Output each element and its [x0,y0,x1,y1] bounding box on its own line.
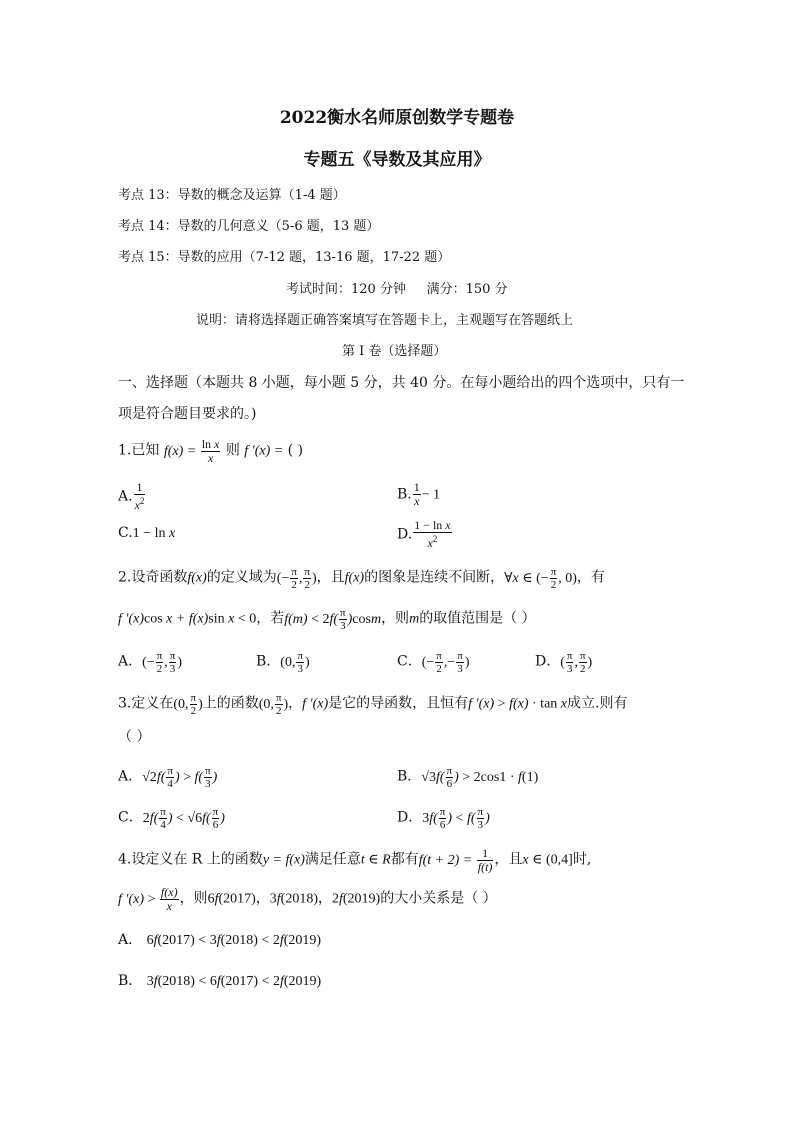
q1-b-label: B. [397,486,412,503]
q3-c-label: C． [118,809,143,826]
q1-option-c[interactable] [118,524,175,543]
exam-title: 2022衡水名师原创数学专题卷 [279,108,515,128]
q2-t2: ，且 [316,569,345,586]
q4-a-math: 6f(2017) < 3f(2018) < 2f(2019) [146,933,322,948]
q1-c-label: C. [118,525,133,541]
q1-d-math: $\frac{\text{1 − ln x}}{x^2}$ [414,518,451,550]
q4-option-b[interactable] [118,972,321,991]
q2-forall: ∀x ∈ (− $\frac{\pi}{2}$ , 0) [504,566,577,591]
q1-suffix: ( ) [287,442,304,459]
section1-line1: 一、选择题（本题共 8 小题，每小题 5 分，共 40 分。在每小题给出的四个选项中，只有一 [118,375,685,391]
q2-domain: (− $\frac{\pi}{2}$ , $\frac{\pi}{2}$ ) [276,566,317,591]
q4-x-range: x ∈ (0,4] [522,852,573,868]
q4-terms: 6f(2017)，3f(2018)，2f(2019) [207,891,381,907]
q1-c-math: 1 − ln x [132,526,176,541]
question-2-line2 [118,607,536,632]
q4-prefix: 4.设定义在 R 上的函数 [118,851,263,868]
q2-cond: f(m) < 2f( $\frac{\pi}{3}$ )cosm [284,607,382,632]
q4-b-label: B． [118,973,143,989]
q3-prefix: 3.定义在 [118,695,174,712]
q2-t6: ，则 [381,610,410,627]
q4-t-in-r: t ∈ R [360,852,391,868]
q3-b-label: B． [397,768,422,785]
topic-14: 考点 14：导数的几何意义（5-6 题，13 题） [118,219,380,234]
topic-13: 考点 13：导数的概念及运算（1-4 题） [118,188,346,203]
q2-t7: 的取值范围是（ ） [419,610,536,627]
q2-a-math: (− $\frac{\pi}{2}$ , $\frac{\pi}{3}$ ) [142,650,182,675]
q1-option-a[interactable] [118,481,146,512]
q2-c-label: C． [397,653,422,670]
q1-option-d[interactable] [397,519,453,550]
q4-t1: 满足任意 [304,851,361,868]
q2-t4: ，有 [576,569,605,586]
q1-a-math: $\frac{1}{x^2}$ [134,480,145,512]
exam-score: 满分：150 分 [426,282,508,297]
q3-option-c[interactable] [118,806,225,831]
q2-t5: ，若 [256,610,285,627]
volume-label: 第 I 卷（选择题） [342,344,447,359]
section1-line2: 项是符合题目要求的。) [118,406,257,422]
q1-formula: f(x) = $\frac{\text{ln x}}{x}$ [163,437,220,465]
q2-fx-2: f(x) [344,570,365,586]
q2-c-math: (− $\frac{\pi}{2}$ ,− $\frac{\pi}{3}$ ) [421,650,470,675]
q3-a-label: A． [118,768,143,785]
question-4-line1 [118,847,591,874]
q3-paren: （ ） [118,729,151,745]
topic-15: 考点 15：导数的应用（7-12 题，13-16 题，17-22 题） [118,250,451,265]
q2-option-a[interactable] [118,650,182,675]
q2-a-label: A． [118,653,143,670]
q3-d-label: D． [397,809,423,826]
q3-b-math: √3f( $\frac{\pi}{6}$ ) > 2cos1 · f(1) [421,765,539,790]
q4-t4: 时, [572,851,592,868]
q4-t3: ，且 [494,851,523,868]
q2-prefix: 2.设奇函数 [118,569,188,586]
q1-d-label: D. [397,526,413,543]
q4-t2: 都有 [390,851,419,868]
q3-interval-1: (0, $\frac{\pi}{2}$ ) [173,692,203,717]
q2-option-b[interactable] [256,650,310,675]
q2-d-label: D． [535,653,561,670]
q3-t4: 成立.则有 [567,695,628,712]
q4-b-math: 3f(2018) < 6f(2017) < 2f(2019) [146,974,322,989]
q2-fx-1: f(x) [187,570,207,586]
q1-option-b[interactable] [397,481,440,508]
q4-t6: 的大小关系是（ ） [380,890,497,907]
q2-option-c[interactable] [397,650,469,675]
q2-option-d[interactable] [535,650,592,675]
q3-option-d[interactable] [397,806,490,831]
exam-time: 考试时间：120 分钟 [286,282,406,297]
q3-option-a[interactable] [118,765,217,790]
q2-b-math: (0, $\frac{\pi}{3}$ ) [280,650,310,675]
q3-deriv: f ′(x) [302,696,329,712]
q4-func: y = f(x) [262,852,305,868]
q1-mid: 则 [225,442,240,459]
q2-ineq: f ′(x)cos x + f(x)sin x < 0 [118,611,257,627]
q3-t3: 是它的导函数，且恒有 [328,695,469,712]
question-2-line1 [118,566,605,591]
q3-t1: 上的函数 [202,695,259,712]
q3-interval-2: (0, $\frac{\pi}{2}$ ) [258,692,289,717]
q3-c-math: 2f( $\frac{\pi}{4}$ ) < √6f( $\frac{\pi}{6}$ ) [142,806,225,831]
q3-d-math: 3f( $\frac{\pi}{6}$ ) < f( $\frac{\pi}{3}$ ) [422,806,490,831]
exam-info [286,281,508,299]
q3-a-math: √2f( $\frac{\pi}{4}$ ) > f( $\frac{\pi}{3}$ ) [142,765,218,790]
q4-ineq: f ′(x) > $\frac{f(x)}{x}$ [118,885,178,913]
question-3-line1 [118,692,627,717]
q1-b-math: $\frac{1}{x}$ [413,480,420,508]
q3-option-b[interactable] [397,765,538,790]
q4-t5: ，则 [179,890,208,907]
q4-a-label: A． [118,932,143,948]
q4-option-a[interactable] [118,931,321,950]
q3-t2: ， [288,695,303,712]
question-4-line2 [118,886,497,913]
q2-d-math: ( $\frac{\pi}{3}$ , $\frac{\pi}{2}$ ) [560,650,593,675]
question-1 [118,438,303,465]
q2-t3: 的图象是连续不间断， [364,569,505,586]
q2-m: m [409,611,420,627]
q1-derivative: f ′(x) = [244,443,284,459]
q1-b-rest: − 1 [421,487,441,503]
q2-t1: 的定义域为 [206,569,277,586]
q1-prefix: 1.已知 [118,442,160,459]
exam-instruction: 说明：请将选择题正确答案填写在答题卡上，主观题写在答题纸上 [196,313,574,328]
q1-a-label: A. [118,488,133,505]
q4-recur: f(t + 2) = $\frac{1}{f(t)}$ [418,846,493,874]
q2-b-label: B． [256,653,281,670]
q3-ineq: f ′(x) > f(x) · tan x [468,696,567,712]
exam-subtitle: 专题五《导数及其应用》 [303,150,491,170]
